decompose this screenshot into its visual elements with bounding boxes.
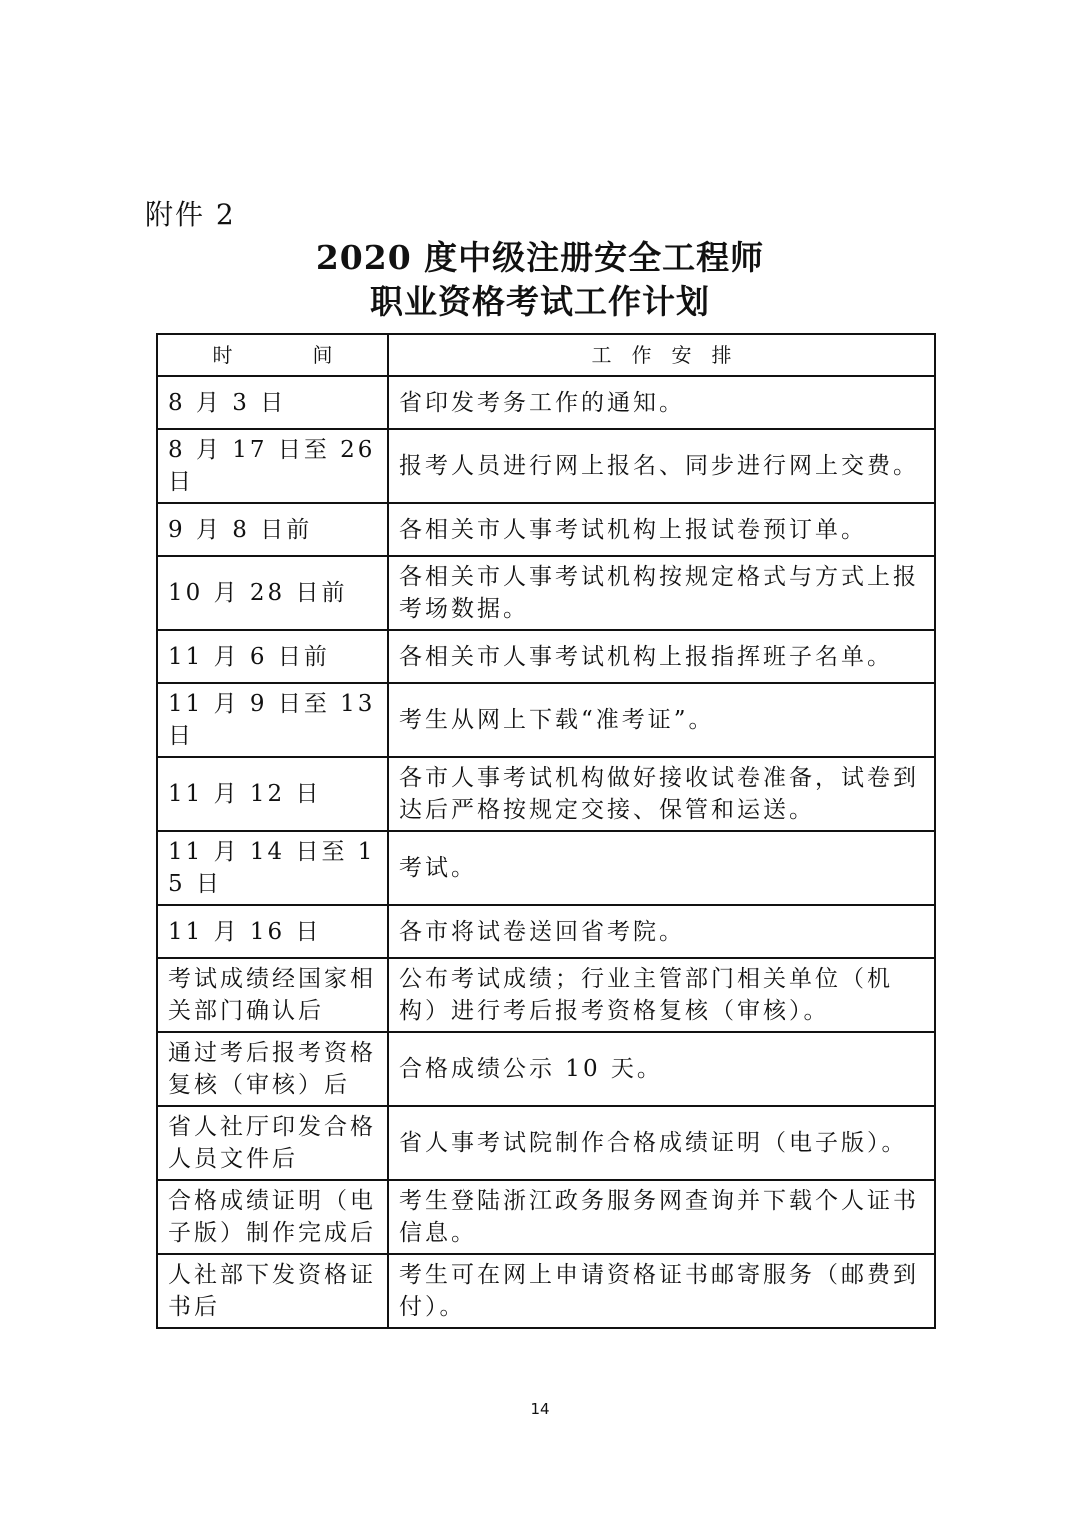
table-row — [157, 683, 935, 757]
time-cell: 合格成绩证明（电子版）制作完成后 — [157, 1180, 388, 1254]
work-cell: 报考人员进行网上报名、同步进行网上交费。 — [388, 429, 935, 503]
time-cell: 8 月 3 日 — [157, 376, 388, 429]
work-cell: 各相关市人事考试机构上报试卷预订单。 — [388, 503, 935, 556]
table-row — [157, 556, 935, 630]
table-row — [157, 1180, 935, 1254]
time-cell: 11 月 12 日 — [157, 757, 388, 831]
work-cell: 考生从网上下载“准考证”。 — [388, 683, 935, 757]
table-row — [157, 831, 935, 905]
work-cell: 考生可在网上申请资格证书邮寄服务（邮费到付）。 — [388, 1254, 935, 1328]
work-cell: 各相关市人事考试机构按规定格式与方式上报考场数据。 — [388, 556, 935, 630]
table-row — [157, 1106, 935, 1180]
document-title-line-2: 职业资格考试工作计划 — [370, 282, 710, 321]
table-header-row — [157, 334, 935, 376]
table-row — [157, 958, 935, 1032]
table-row — [157, 757, 935, 831]
work-cell: 考试。 — [388, 831, 935, 905]
table-row — [157, 503, 935, 556]
time-cell: 11 月 14 日至 15 日 — [157, 831, 388, 905]
work-cell: 省印发考务工作的通知。 — [388, 376, 935, 429]
header-work: 工 作 安 排 — [388, 334, 935, 376]
time-cell: 考试成绩经国家相关部门确认后 — [157, 958, 388, 1032]
time-cell: 省人社厅印发合格人员文件后 — [157, 1106, 388, 1180]
time-cell: 8 月 17 日至 26 日 — [157, 429, 388, 503]
table-row — [157, 429, 935, 503]
time-cell: 9 月 8 日前 — [157, 503, 388, 556]
work-cell: 省人事考试院制作合格成绩证明（电子版）。 — [388, 1106, 935, 1180]
time-cell: 11 月 6 日前 — [157, 630, 388, 683]
work-cell: 各相关市人事考试机构上报指挥班子名单。 — [388, 630, 935, 683]
work-cell: 考生登陆浙江政务服务网查询并下载个人证书信息。 — [388, 1180, 935, 1254]
header-time: 时 间 — [157, 334, 388, 376]
document-title-line-1: 2020 度中级注册安全工程师 — [315, 238, 765, 277]
table-row — [157, 905, 935, 958]
time-cell: 人社部下发资格证书后 — [157, 1254, 388, 1328]
time-cell: 10 月 28 日前 — [157, 556, 388, 630]
work-cell: 公布考试成绩；行业主管部门相关单位（机构）进行考后报考资格复核（审核）。 — [388, 958, 935, 1032]
page-number: 14 — [530, 1400, 550, 1418]
table-row — [157, 1254, 935, 1328]
table-row — [157, 376, 935, 429]
attachment-label: 附件 2 — [145, 198, 236, 231]
time-cell: 通过考后报考资格复核（审核）后 — [157, 1032, 388, 1106]
work-plan-table — [156, 333, 936, 1329]
time-cell: 11 月 16 日 — [157, 905, 388, 958]
time-cell: 11 月 9 日至 13 日 — [157, 683, 388, 757]
work-cell: 各市人事考试机构做好接收试卷准备，试卷到达后严格按规定交接、保管和运送。 — [388, 757, 935, 831]
work-cell: 各市将试卷送回省考院。 — [388, 905, 935, 958]
work-cell: 合格成绩公示 10 天。 — [388, 1032, 935, 1106]
table-row — [157, 630, 935, 683]
table-row — [157, 1032, 935, 1106]
